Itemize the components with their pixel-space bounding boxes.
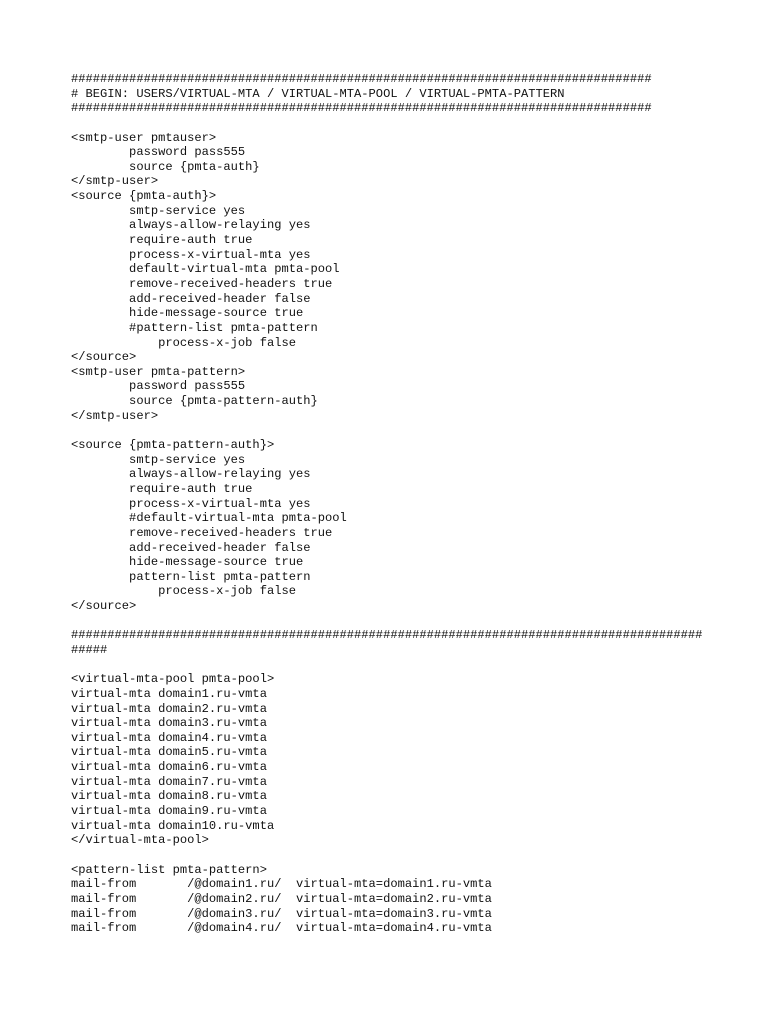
config-line: <source {pmta-pattern-auth}> (71, 438, 275, 453)
blank-line (71, 848, 702, 863)
config-line: smtp-service yes (71, 452, 246, 467)
blank-line (71, 116, 702, 131)
config-line: pattern-list pmta-pattern (71, 569, 311, 584)
config-line: virtual-mta domain3.ru-vmta (71, 716, 267, 731)
config-line: hide-message-source true (71, 555, 304, 570)
config-line: mail-from /@domain4.ru/ virtual-mta=domain4.ru-vmta (71, 921, 492, 936)
config-line: hide-message-source true (71, 306, 304, 321)
config-line: process-x-job false (71, 335, 296, 350)
config-line: virtual-mta domain6.ru-vmta (71, 760, 267, 775)
config-line: password pass555 (71, 379, 246, 394)
config-line: virtual-mta domain5.ru-vmta (71, 745, 267, 760)
config-line: remove-received-headers true (71, 276, 333, 291)
config-line: add-received-header false (71, 291, 311, 306)
config-line: # BEGIN: USERS/VIRTUAL-MTA / VIRTUAL-MTA-POOL / VIRTUAL-PMTA-PATTERN (71, 86, 565, 101)
config-line: virtual-mta domain9.ru-vmta (71, 804, 267, 819)
config-line: source {pmta-auth} (71, 159, 260, 174)
config-line: ####################################################################################### (71, 628, 703, 643)
blank-line (71, 614, 702, 629)
config-line: <virtual-mta-pool pmta-pool> (71, 672, 275, 687)
config-line: </smtp-user> (71, 408, 159, 423)
config-line: #pattern-list pmta-pattern (71, 320, 318, 335)
config-text-block (71, 72, 702, 936)
config-line: mail-from /@domain3.ru/ virtual-mta=domain3.ru-vmta (71, 906, 492, 921)
config-line: mail-from /@domain1.ru/ virtual-mta=domain1.ru-vmta (71, 877, 492, 892)
config-line: </smtp-user> (71, 174, 159, 189)
config-line: </virtual-mta-pool> (71, 833, 209, 848)
blank-line (71, 658, 702, 673)
config-line: virtual-mta domain1.ru-vmta (71, 686, 267, 701)
config-line: ################################################################################ (71, 72, 652, 86)
config-line: always-allow-relaying yes (71, 218, 311, 233)
config-line: mail-from /@domain2.ru/ virtual-mta=domain2.ru-vmta (71, 891, 492, 906)
config-line: virtual-mta domain4.ru-vmta (71, 730, 267, 745)
config-line: default-virtual-mta pmta-pool (71, 262, 340, 277)
config-line: </source> (71, 350, 137, 365)
config-line: require-auth true (71, 233, 253, 248)
config-line: virtual-mta domain7.ru-vmta (71, 774, 267, 789)
config-line: process-x-virtual-mta yes (71, 247, 311, 262)
config-line: smtp-service yes (71, 203, 246, 218)
config-line: always-allow-relaying yes (71, 467, 311, 482)
config-line: <source {pmta-auth}> (71, 189, 217, 204)
config-line: ################################################################################ (71, 101, 652, 116)
config-line: <smtp-user pmtauser> (71, 130, 217, 145)
config-line: process-x-job false (71, 584, 296, 599)
config-line: <smtp-user pmta-pattern> (71, 364, 246, 379)
config-line: process-x-virtual-mta yes (71, 496, 311, 511)
config-line: </source> (71, 599, 137, 614)
config-line: virtual-mta domain2.ru-vmta (71, 701, 267, 716)
config-line: #default-virtual-mta pmta-pool (71, 511, 347, 526)
config-line: password pass555 (71, 145, 246, 160)
config-line: ##### (71, 642, 108, 657)
config-line: virtual-mta domain10.ru-vmta (71, 818, 275, 833)
blank-line (71, 423, 702, 438)
config-line: require-auth true (71, 481, 253, 496)
config-line: remove-received-headers true (71, 525, 333, 540)
config-line: source {pmta-pattern-auth} (71, 394, 318, 409)
config-line: add-received-header false (71, 540, 311, 555)
config-line: <pattern-list pmta-pattern> (71, 862, 267, 877)
config-line: virtual-mta domain8.ru-vmta (71, 789, 267, 804)
